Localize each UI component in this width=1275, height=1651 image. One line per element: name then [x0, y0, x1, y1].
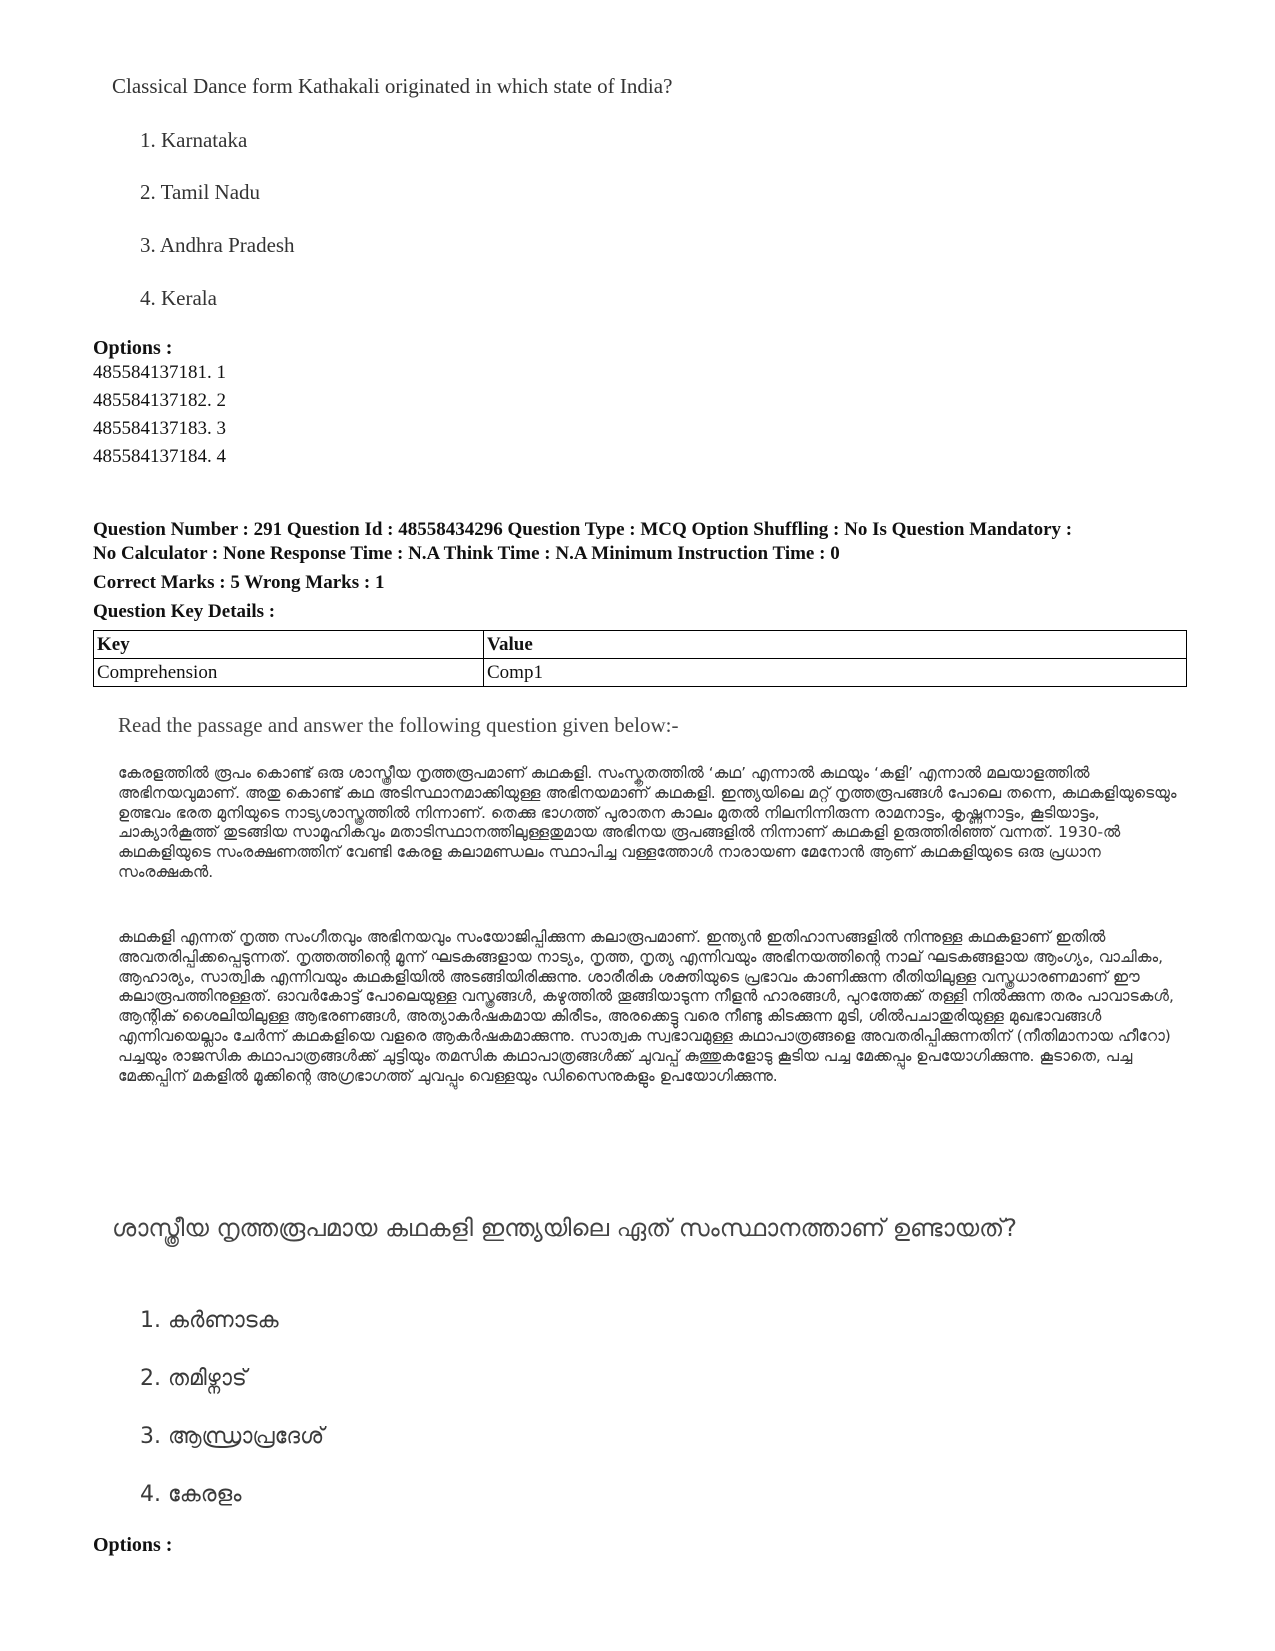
marks-info: Correct Marks : 5 Wrong Marks : 1: [93, 572, 385, 593]
option-kerala-en: 4. Kerala: [140, 286, 217, 310]
option-kerala-ml: 4. കേരളം: [140, 1482, 242, 1507]
metadata-line-1: Question Number : 291 Question Id : 48558434296 Question Type : MCQ Option Shuffling : No Is Question Mandatory :: [93, 519, 1073, 540]
table-header-row: [94, 631, 1187, 659]
option-code-3: 485584137183. 3: [93, 418, 226, 439]
metadata-line-2: No Calculator : None Response Time : N.A Think Time : N.A Minimum Instruction Time : 0: [93, 543, 840, 564]
header-value: Value: [484, 631, 1187, 659]
options-label: Options :: [93, 337, 173, 359]
option-karnataka-ml: 1. കർണാടക: [140, 1308, 279, 1333]
passage-paragraph-2: കഥകളി എന്നത് നൃത്ത സംഗീതവും അഭിനയവും സംയോജിപ്പിക്കുന്ന കലാരൂപമാണ്. ഇന്ത്യൻ ഇതിഹാസങ്ങളിൽ നിന്നുള്ള കഥകളാണ് ഇതിൽ അവതരിപ്പിക്കപ്പെടുന്നത്. നൃത്തത്തിന്റെ മൂന്ന് ഘടകങ്ങളായ നാട്യം, നൃത്ത, നൃത്യ എന്നിവയും അഭിനയത്തിന്റെ നാല് ഘടകങ്ങളായ ആംഗ്യം, വാചികം, ആഹാര്യം, സാത്വിക എന്നിവയും കഥകളിയിൽ അടങ്ങിയിരിക്കുന്നു. ശാരീരിക ശക്തിയുടെ പ്രഭാവം കാണിക്കുന്ന രീതിയിലുള്ള വസ്ത്രധാരണമാണ് ഈ കലാരൂപത്തിനുള്ളത്. ഓവർകോട്ട് പോലെയുള്ള വസ്ത്രങ്ങൾ, കഴുത്തിൽ തൂങ്ങിയാടുന്ന നീളൻ ഹാരങ്ങൾ, പുറത്തേക്ക് തള്ളി നിൽക്കുന്ന തരം പാവാടകൾ, ആന്റിക് ശൈലിയിലുള്ള ആഭരണങ്ങൾ, അത്യാകർഷകമായ കിരീടം, അരക്കെട്ടു വരെ നീണ്ടു കിടക്കുന്ന മുടി, ശിൽപചാതുരിയുള്ള മുഖഭാവങ്ങൾ എന്നിവയെല്ലാം ചേർന്ന് കഥകളിയെ വളരെ ആകർഷകമാക്കുന്നു. സാത്വക സ്വഭാവമുള്ള കഥാപാത്രങ്ങളെ അവതരിപ്പിക്കുന്നതിന് (നീതിമാനായ ഹീറോ) പച്ചയും രാജസിക കഥാപാത്രങ്ങൾക്ക് ചുട്ടിയും തമസിക കഥാപാത്രങ്ങൾക്ക് ചുവപ്പ് കുത്തുകളോടു കൂടിയ പച്ച മേക്കപ്പും ഉപയോഗിക്കുന്നു. കൂടാതെ, പച്ച മേക്കപ്പിന് മകളിൽ മൂക്കിന്റെ അഗ്രഭാഗത്ത് ചുവപ്പും വെള്ളയും ഡിസൈനുകളും ഉപയോഗിക്കുന്നു.: [118, 928, 1174, 1085]
header-key: Key: [94, 631, 484, 659]
option-karnataka-en: 1. Karnataka: [140, 128, 248, 152]
options-label-2: Options :: [93, 1534, 173, 1556]
option-code-1: 485584137181. 1: [93, 362, 226, 383]
question-text-en: Classical Dance form Kathakali originated in which state of India?: [112, 74, 673, 98]
option-code-2: 485584137182. 2: [93, 390, 226, 411]
passage-instruction: Read the passage and answer the following question given below:-: [118, 713, 679, 737]
option-andhra-pradesh-en: 3. Andhra Pradesh: [140, 233, 295, 257]
option-tamil-nadu-en: 2. Tamil Nadu: [140, 180, 261, 204]
cell-key: Comprehension: [94, 659, 484, 687]
option-andhra-pradesh-ml: 3. ആന്ധ്രാപ്രദേശ്: [140, 1424, 325, 1449]
option-code-4: 485584137184. 4: [93, 446, 226, 467]
cell-value: Comp1: [484, 659, 1187, 687]
key-details-table: [93, 630, 1187, 687]
option-tamil-nadu-ml: 2. തമിഴ്നാട്: [140, 1366, 247, 1391]
question-metadata: [93, 518, 1193, 566]
question-text-ml: ശാസ്ത്രീയ നൃത്തരൂപമായ കഥകളി ഇന്ത്യയിലെ ഏത് സംസ്ഥാനത്താണ് ഉണ്ടായത്?: [112, 1214, 1017, 1242]
passage-paragraph-1: കേരളത്തിൽ രൂപം കൊണ്ട് ഒരു ശാസ്ത്രീയ നൃത്തരൂപമാണ് കഥകളി. സംസ്കൃതത്തിൽ ‘കഥ’ എന്നാൽ കഥയും ‘കളി’ എന്നാൽ മലയാളത്തിൽ അഭിനയവുമാണ്. അതു കൊണ്ട് കഥ അടിസ്ഥാനമാക്കിയുള്ള അഭിനയമാണ് കഥകളി. ഇന്ത്യയിലെ മറ്റ് നൃത്തരൂപങ്ങൾ പോലെ തന്നെ, കഥകളിയുടെയും ഉത്ഭവം ഭരത മുനിയുടെ നാട്യശാസ്ത്രത്തിൽ നിന്നാണ്. തെക്കു ഭാഗത്ത് പുരാതന കാലം മുതൽ നിലനിന്നിരുന്ന രാമനാട്ടം, കൃഷ്ണനാട്ടം, കൂടിയാട്ടം, ചാക്യാർകൂത്ത് തുടങ്ങിയ സാമൂഹികവും മതാടിസ്ഥാനത്തിലുള്ളതുമായ അഭിനയ രൂപങ്ങളിൽ നിന്നാണ് കഥകളി ഉരുത്തിരിഞ്ഞ് വന്നത്. 1930-ൽ കഥകളിയുടെ സംരക്ഷണത്തിന് വേണ്ടി കേരള കലാമണ്ഡലം സ്ഥാപിച്ച വള്ളത്തോൾ നാരായണ മേനോൻ ആണ് കഥകളിയുടെ ഒരു പ്രധാന സംരക്ഷകൻ.: [118, 764, 1177, 881]
table-row: [94, 659, 1187, 687]
key-details-label: Question Key Details :: [93, 601, 276, 622]
